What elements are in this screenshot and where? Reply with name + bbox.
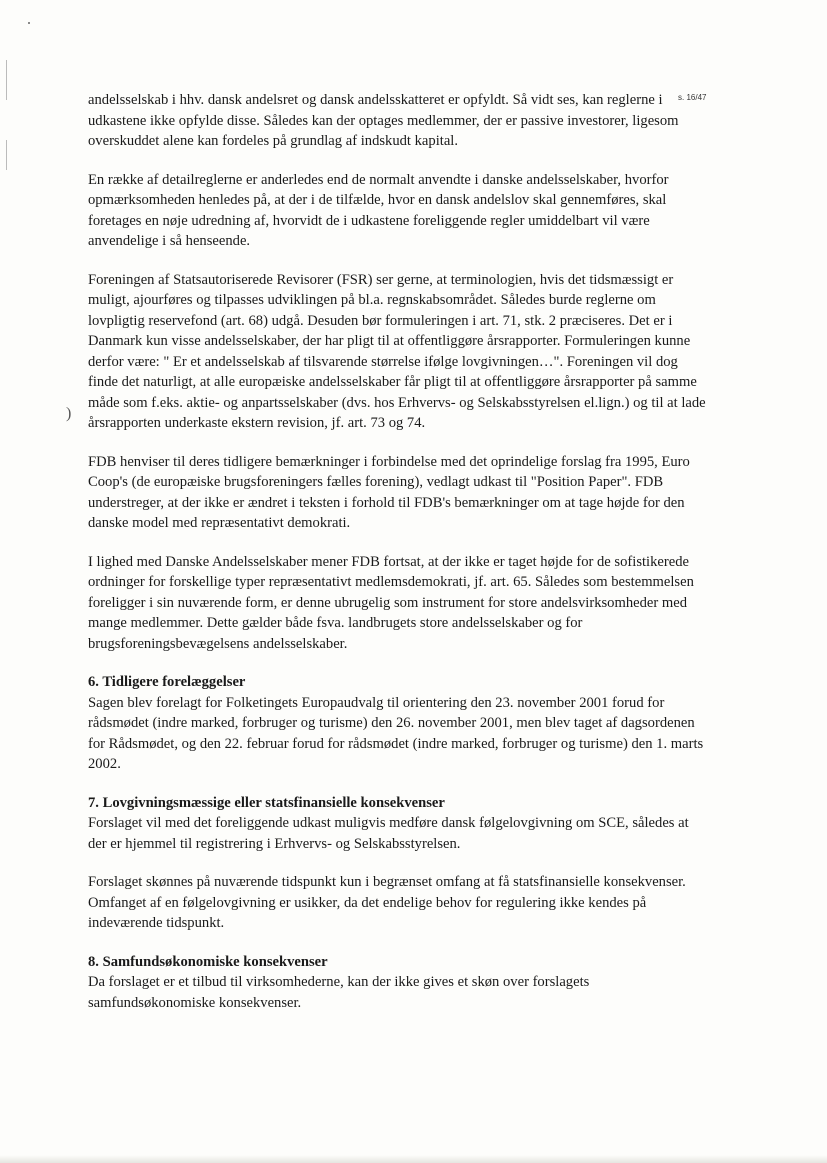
paragraph: Forslaget skønnes på nuværende tidspunkt kun i begrænset omfang at få statsfinansielle konsekvenser. Omfanget af en følgelovgivning er usikker, da det endelige behov for regulering ikke kendes på indeværende tidspunkt. <box>88 874 686 931</box>
paragraph: andelsselskab i hhv. dansk andelsret og dansk andelsskatteret er opfyldt. Så vidt ses, kan reglerne i udkastene ikke opfylde disse. Således kan der optages medlemmer, der er passive investorer, ligesom overskuddet alene kan fordeles på grundlag af indskudt kapital. <box>88 92 679 149</box>
scan-bottom-edge <box>0 1155 827 1163</box>
section-heading: 8. Samfundsøkonomiske konsekvenser <box>88 953 328 970</box>
page-number: s. 16/47 <box>678 93 707 102</box>
paragraph: I lighed med Danske Andelsselskaber mener FDB fortsat, at der ikke er taget højde for de sofistikerede ordninger for forskellige typer repræsentativt medlemsdemokrati, jf. art. 65. Således som bestemmelsen foreligger i sin nuværende form, er denne ubrugelig som instrument for store andelsvirksomheder med mange medlemmer. Dette gælder både fsva. landbrugets store andelsselskaber og for brugsforeningsbevægelsens andelsselskaber. <box>88 553 694 652</box>
section-6 <box>88 672 708 775</box>
scan-speck <box>28 22 30 24</box>
paragraph: Foreningen af Statsautoriserede Revisorer (FSR) ser gerne, at terminologien, hvis det tidsmæssigt er muligt, ajourføres og tilpasses udviklingen på bl.a. regnskabsområdet. Således burde reglerne om lovpligtig reservefond (art. 68) udgå. Desuden bør formuleringen i art. 71, stk. 2 præciseres. Det er i Danmark kun visse andelsselskaber, der har pligt til at offentliggøre årsrapporter. Formuleringen kunne derfor være: " Er et andelsselskab af tilsvarende størrelse ifølge lovgivningen…". Foreningen vil dog finde det naturligt, at alle europæiske andelsselskaber får pligt til at offentliggøre årsrapporter på samme måde som f.eks. aktie- og anpartsselskaber (dvs. hos Erhvervs- og Selskabsstyrelsen el.lign.) og til at lade årsrapporten underkaste ekstern revision, jf. art. 73 og 74. <box>88 271 706 431</box>
margin-line <box>6 140 7 170</box>
section-7 <box>88 793 708 855</box>
paragraph: FDB henviser til deres tidligere bemærkninger i forbindelse med det oprindelige forslag fra 1995, Euro Coop's (de europæiske brugsforeningers fælles forening), vedlagt udkast til "Position Paper". FDB understreger, at der ikke er ændret i teksten i forhold til FDB's bemærkninger om at tage højde for den danske model med repræsentativt demokrati. <box>88 453 690 531</box>
section-heading: 7. Lovgivningsmæssige eller statsfinansielle konsekvenser <box>88 794 445 811</box>
section-body: Da forslaget er et tilbud til virksomhederne, kan der ikke gives et skøn over forslagets samfundsøkonomiske konsekvenser. <box>88 974 590 1011</box>
section-body: Forslaget vil med det foreliggende udkast muligvis medføre dansk følgelovgivning om SCE, således at der er hjemmel til registrering i Erhvervs- og Selskabsstyrelsen. <box>88 815 689 852</box>
paragraph: En række af detailreglerne er anderledes end de normalt anvendte i danske andelsselskaber, hvorfor opmærksomheden henledes på, at der i de tilfælde, hvor en dansk andelslov skal gennemføres, skal foretages en nøje udredning af, hvorvidt de i udkastene foreliggende regler umiddelbart vil være anvendelige i så henseende. <box>88 171 669 249</box>
section-body: Sagen blev forelagt for Folketingets Europaudvalg til orientering den 23. november 2001 forud for rådsmødet (indre marked, forbruger og turisme) den 26. november 2001, men blev taget af dagsordenen for Rådsmødet, og den 22. februar forud for rådsmødet (indre marked, forbruger og turisme) den 1. marts 2002. <box>88 694 704 772</box>
section-heading: 6. Tidligere forelæggelser <box>88 674 246 690</box>
section-8 <box>88 952 708 1014</box>
margin-bracket: ) <box>66 405 72 422</box>
margin-line <box>6 60 7 100</box>
document-body <box>88 90 708 1031</box>
